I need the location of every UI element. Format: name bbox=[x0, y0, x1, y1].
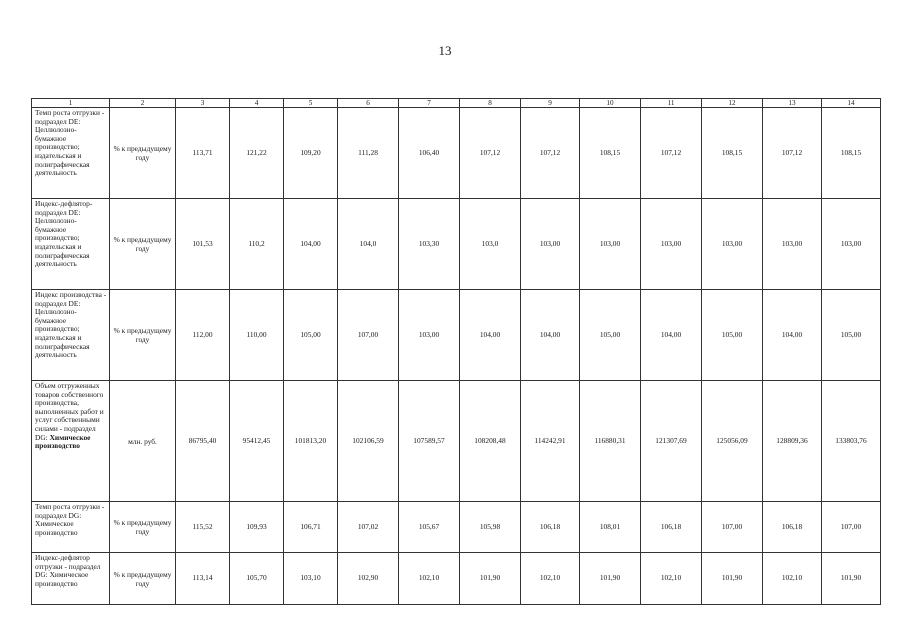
forecast-table bbox=[31, 98, 881, 605]
column-header: 14 bbox=[822, 99, 881, 108]
value-cell: 125056,09 bbox=[702, 381, 763, 502]
value-cell: 105,00 bbox=[284, 290, 338, 381]
value-cell: 106,71 bbox=[284, 502, 338, 553]
value-cell: 107,00 bbox=[338, 290, 399, 381]
value-cell: 101,90 bbox=[460, 553, 521, 605]
value-cell: 109,93 bbox=[230, 502, 284, 553]
value-cell: 110,00 bbox=[230, 290, 284, 381]
value-cell: 102,10 bbox=[521, 553, 580, 605]
value-cell: 105,98 bbox=[460, 502, 521, 553]
indicator-name-cell bbox=[32, 381, 110, 502]
table-header-row bbox=[32, 99, 881, 108]
value-cell: 128809,36 bbox=[763, 381, 822, 502]
column-header: 2 bbox=[110, 99, 176, 108]
unit-cell: млн. руб. bbox=[110, 381, 176, 502]
value-cell: 109,20 bbox=[284, 108, 338, 199]
column-header: 9 bbox=[521, 99, 580, 108]
unit-cell: % к предыдущему году bbox=[110, 502, 176, 553]
value-cell: 103,30 bbox=[399, 199, 460, 290]
value-cell: 102,90 bbox=[338, 553, 399, 605]
value-cell: 102,10 bbox=[399, 553, 460, 605]
value-cell: 113,14 bbox=[176, 553, 230, 605]
value-cell: 108,15 bbox=[580, 108, 641, 199]
table-row bbox=[32, 381, 881, 502]
value-cell: 108208,48 bbox=[460, 381, 521, 502]
indicator-name: Индекс производства - подраздел DE: Целлюлозно-бумажное производство; издательская и полиграфическая деятельность bbox=[35, 290, 107, 360]
value-cell: 103,00 bbox=[399, 290, 460, 381]
value-cell: 105,67 bbox=[399, 502, 460, 553]
column-header: 10 bbox=[580, 99, 641, 108]
value-cell: 107,12 bbox=[763, 108, 822, 199]
value-cell: 110,2 bbox=[230, 199, 284, 290]
value-cell: 103,00 bbox=[763, 199, 822, 290]
column-header: 4 bbox=[230, 99, 284, 108]
value-cell: 103,00 bbox=[521, 199, 580, 290]
value-cell: 102,10 bbox=[641, 553, 702, 605]
value-cell: 106,18 bbox=[641, 502, 702, 553]
value-cell: 102106,59 bbox=[338, 381, 399, 502]
value-cell: 86795,40 bbox=[176, 381, 230, 502]
value-cell: 101813,20 bbox=[284, 381, 338, 502]
value-cell: 112,00 bbox=[176, 290, 230, 381]
value-cell: 101,90 bbox=[702, 553, 763, 605]
indicator-name-cell bbox=[32, 290, 110, 381]
column-header: 13 bbox=[763, 99, 822, 108]
value-cell: 107589,57 bbox=[399, 381, 460, 502]
value-cell: 101,53 bbox=[176, 199, 230, 290]
indicator-name-cell bbox=[32, 108, 110, 199]
table-row bbox=[32, 290, 881, 381]
indicator-name: Темп роста отгрузки - подраздел DE: Целлюлозно-бумажное производство; издательская и полиграфическая деятельность bbox=[35, 108, 105, 178]
value-cell: 111,28 bbox=[338, 108, 399, 199]
indicator-name: Объем отгруженных товаров собственного производства, выполненных работ и услуг собственными силами - подраздел DG: bbox=[35, 381, 104, 442]
value-cell: 103,0 bbox=[460, 199, 521, 290]
value-cell: 121307,69 bbox=[641, 381, 702, 502]
value-cell: 107,00 bbox=[822, 502, 881, 553]
value-cell: 107,12 bbox=[460, 108, 521, 199]
column-header: 7 bbox=[399, 99, 460, 108]
value-cell: 106,18 bbox=[521, 502, 580, 553]
value-cell: 114242,91 bbox=[521, 381, 580, 502]
column-header: 12 bbox=[702, 99, 763, 108]
column-header: 6 bbox=[338, 99, 399, 108]
value-cell: 104,00 bbox=[460, 290, 521, 381]
indicator-name: Темп роста отгрузки - подраздел DG: Химическое производство bbox=[35, 502, 105, 537]
column-header: 1 bbox=[32, 99, 110, 108]
value-cell: 103,00 bbox=[580, 199, 641, 290]
indicator-name-cell bbox=[32, 553, 110, 605]
value-cell: 107,12 bbox=[521, 108, 580, 199]
indicator-name-cell bbox=[32, 502, 110, 553]
indicator-name: Индекс-дефлятор отгрузки - подраздел DG: Химическое производство bbox=[35, 553, 101, 588]
column-header: 3 bbox=[176, 99, 230, 108]
column-header: 8 bbox=[460, 99, 521, 108]
value-cell: 106,18 bbox=[763, 502, 822, 553]
value-cell: 103,00 bbox=[641, 199, 702, 290]
value-cell: 105,70 bbox=[230, 553, 284, 605]
value-cell: 101,90 bbox=[822, 553, 881, 605]
value-cell: 103,00 bbox=[822, 199, 881, 290]
value-cell: 108,15 bbox=[822, 108, 881, 199]
value-cell: 103,10 bbox=[284, 553, 338, 605]
value-cell: 102,10 bbox=[763, 553, 822, 605]
indicator-name-cell bbox=[32, 199, 110, 290]
value-cell: 121,22 bbox=[230, 108, 284, 199]
indicator-name: Индекс-дефлятор-подраздел DE: Целлюлозно-бумажное производство; издательская и полиграфическая деятельность bbox=[35, 199, 93, 269]
value-cell: 108,15 bbox=[702, 108, 763, 199]
value-cell: 107,12 bbox=[641, 108, 702, 199]
column-header: 11 bbox=[641, 99, 702, 108]
value-cell: 108,01 bbox=[580, 502, 641, 553]
value-cell: 104,00 bbox=[284, 199, 338, 290]
value-cell: 101,90 bbox=[580, 553, 641, 605]
value-cell: 104,00 bbox=[763, 290, 822, 381]
page-number: 13 bbox=[438, 43, 452, 58]
value-cell: 95412,45 bbox=[230, 381, 284, 502]
value-cell: 115,52 bbox=[176, 502, 230, 553]
value-cell: 104,0 bbox=[338, 199, 399, 290]
value-cell: 105,00 bbox=[702, 290, 763, 381]
value-cell: 107,00 bbox=[702, 502, 763, 553]
unit-cell: % к предыдущему году bbox=[110, 108, 176, 199]
unit-cell: % к предыдущему году bbox=[110, 553, 176, 605]
value-cell: 105,00 bbox=[822, 290, 881, 381]
table-row bbox=[32, 553, 881, 605]
table-row bbox=[32, 199, 881, 290]
column-header: 5 bbox=[284, 99, 338, 108]
value-cell: 106,40 bbox=[399, 108, 460, 199]
value-cell: 107,02 bbox=[338, 502, 399, 553]
table-row bbox=[32, 108, 881, 199]
unit-cell: % к предыдущему году bbox=[110, 290, 176, 381]
table-row bbox=[32, 502, 881, 553]
value-cell: 104,00 bbox=[521, 290, 580, 381]
value-cell: 103,00 bbox=[702, 199, 763, 290]
indicator-name-emphasis: Химическое производство bbox=[35, 432, 91, 451]
value-cell: 104,00 bbox=[641, 290, 702, 381]
value-cell: 116880,31 bbox=[580, 381, 641, 502]
value-cell: 105,00 bbox=[580, 290, 641, 381]
value-cell: 133803,76 bbox=[822, 381, 881, 502]
value-cell: 113,71 bbox=[176, 108, 230, 199]
unit-cell: % к предыдущему году bbox=[110, 199, 176, 290]
